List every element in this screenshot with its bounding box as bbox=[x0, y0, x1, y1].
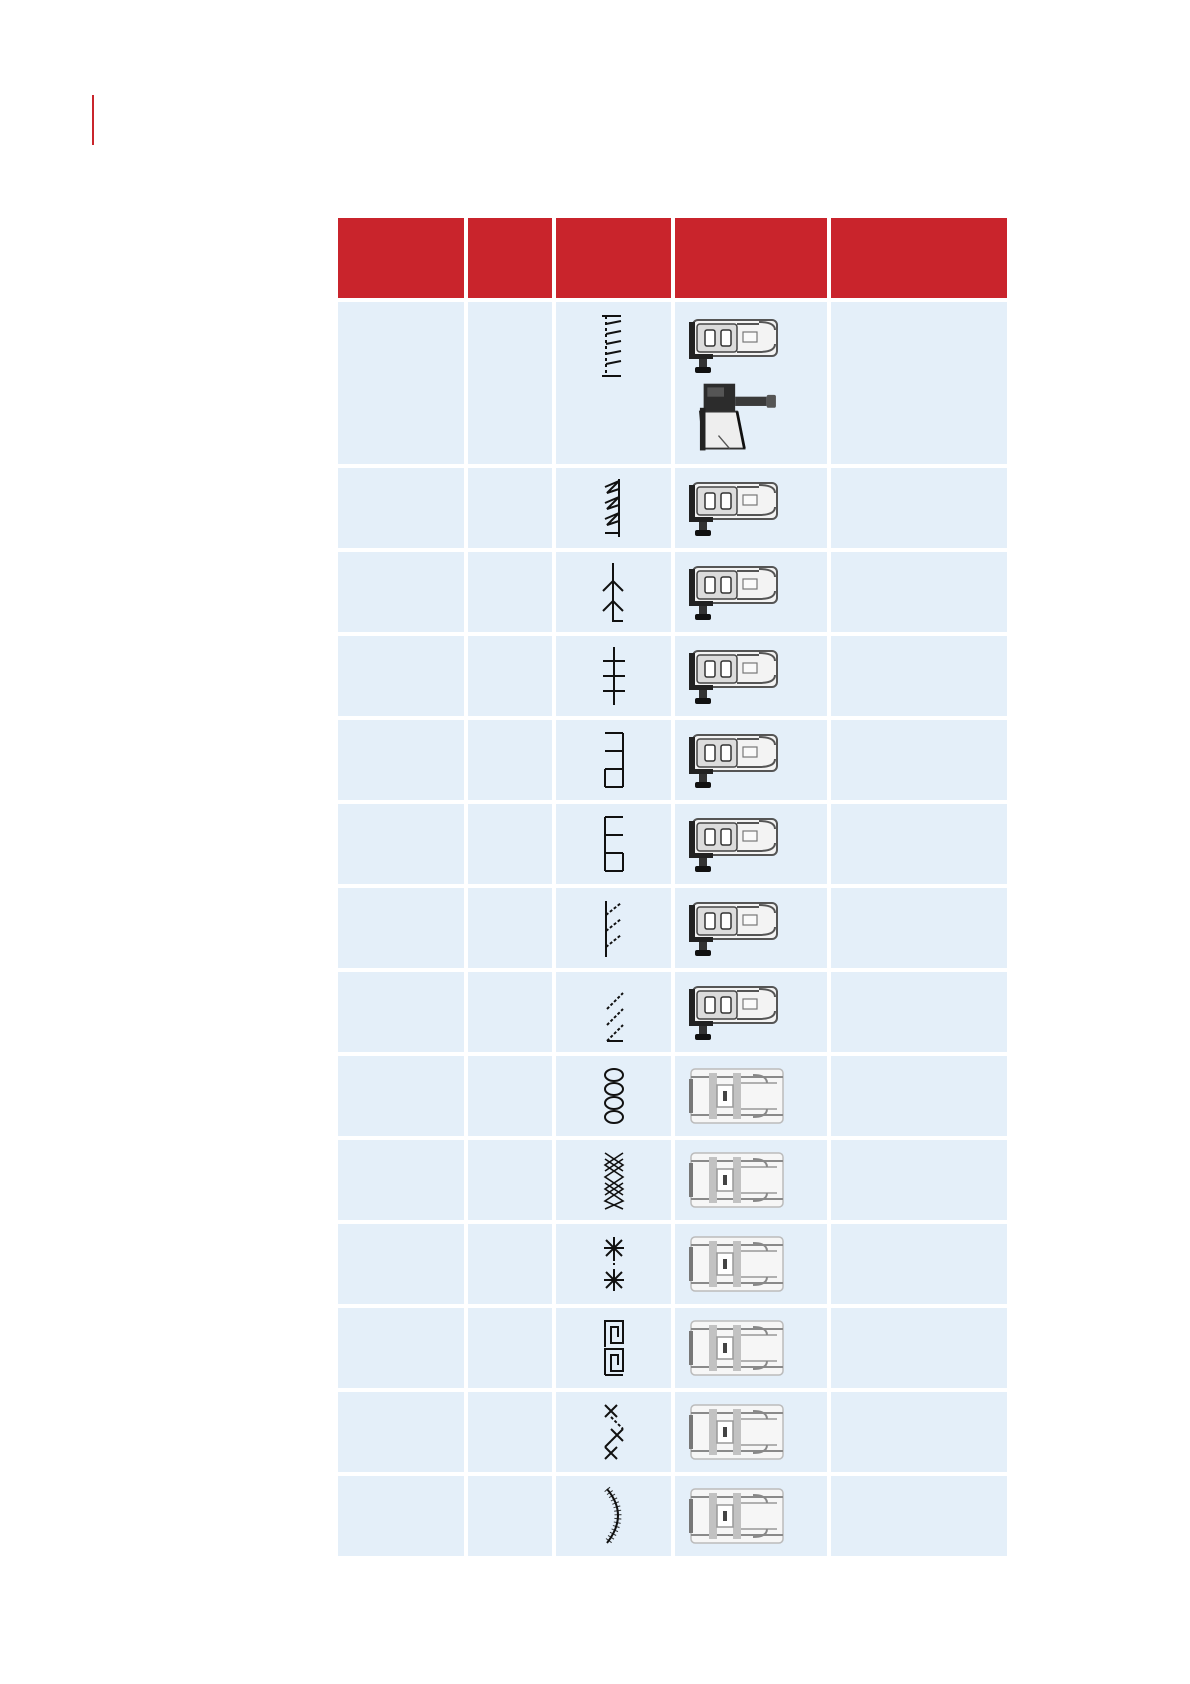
stitch-cell bbox=[556, 804, 671, 884]
table-cell bbox=[468, 1308, 552, 1388]
table-cell bbox=[338, 468, 464, 548]
blind-hem-foot-icon bbox=[687, 380, 787, 456]
header-cell bbox=[556, 218, 671, 298]
foot-cell bbox=[675, 888, 827, 968]
stitch-cell bbox=[556, 1056, 671, 1136]
table-cell bbox=[831, 552, 1007, 632]
table-header-row bbox=[338, 218, 1007, 298]
presser-foot-metal-icon bbox=[687, 645, 787, 707]
stitch-cell bbox=[556, 302, 671, 464]
foot-cell bbox=[675, 468, 827, 548]
table-cell bbox=[468, 804, 552, 884]
table-cell bbox=[338, 636, 464, 716]
table-cell bbox=[468, 552, 552, 632]
presser-foot-metal-icon bbox=[687, 981, 787, 1043]
table-row bbox=[338, 888, 1007, 968]
stitch-cell bbox=[556, 552, 671, 632]
table-cell bbox=[831, 1140, 1007, 1220]
table-row bbox=[338, 1140, 1007, 1220]
table-cell bbox=[831, 1476, 1007, 1556]
presser-foot-metal-icon bbox=[687, 897, 787, 959]
foot-cell bbox=[675, 552, 827, 632]
stitch-table bbox=[334, 214, 1011, 1560]
stitch-cell bbox=[556, 972, 671, 1052]
table-cell bbox=[831, 636, 1007, 716]
table-cell bbox=[468, 1224, 552, 1304]
table-cell bbox=[831, 972, 1007, 1052]
table-cell bbox=[468, 972, 552, 1052]
feather-stitch-icon bbox=[597, 561, 631, 623]
table-cell bbox=[831, 888, 1007, 968]
foot-cell bbox=[675, 720, 827, 800]
table-cell bbox=[338, 972, 464, 1052]
table-row bbox=[338, 1056, 1007, 1136]
cross-hatch-stitch-icon bbox=[597, 1149, 631, 1211]
foot-cell bbox=[675, 1224, 827, 1304]
table-row bbox=[338, 720, 1007, 800]
table-cell bbox=[831, 302, 1007, 464]
presser-foot-metal-icon bbox=[687, 729, 787, 791]
table-cell bbox=[338, 888, 464, 968]
stitch-cell bbox=[556, 888, 671, 968]
table-cell bbox=[831, 720, 1007, 800]
table-cell bbox=[831, 468, 1007, 548]
slant-right-stitch-icon bbox=[597, 981, 631, 1043]
header-cell bbox=[831, 218, 1007, 298]
presser-foot-clear-icon bbox=[687, 1401, 787, 1463]
table-row bbox=[338, 1224, 1007, 1304]
table-cell bbox=[468, 468, 552, 548]
table-cell bbox=[468, 1140, 552, 1220]
presser-foot-clear-icon bbox=[687, 1317, 787, 1379]
table-cell bbox=[468, 888, 552, 968]
stitch-cell bbox=[556, 1476, 671, 1556]
header-cell bbox=[338, 218, 464, 298]
blind-hem-stitch-icon bbox=[597, 312, 631, 378]
table-cell bbox=[831, 1224, 1007, 1304]
table-row bbox=[338, 1308, 1007, 1388]
presser-foot-metal-icon bbox=[687, 561, 787, 623]
table-cell bbox=[338, 552, 464, 632]
foot-cell bbox=[675, 972, 827, 1052]
stitch-cell bbox=[556, 1224, 671, 1304]
table-cell bbox=[338, 720, 464, 800]
slant-left-stitch-icon bbox=[597, 897, 631, 959]
table-cell bbox=[468, 636, 552, 716]
presser-foot-clear-icon bbox=[687, 1233, 787, 1295]
stitch-cell bbox=[556, 1308, 671, 1388]
cross-stitch-icon bbox=[597, 1401, 631, 1463]
table-row bbox=[338, 972, 1007, 1052]
foot-cell bbox=[675, 804, 827, 884]
foot-cell bbox=[675, 636, 827, 716]
stitch-cell bbox=[556, 1140, 671, 1220]
foot-cell bbox=[675, 1392, 827, 1472]
foot-cell bbox=[675, 1140, 827, 1220]
table-cell bbox=[338, 1056, 464, 1136]
bar-tack-left-stitch-icon bbox=[597, 729, 631, 791]
table-cell bbox=[831, 1056, 1007, 1136]
loop-stitch-icon bbox=[597, 1065, 631, 1127]
table-row bbox=[338, 302, 1007, 464]
table-row bbox=[338, 1476, 1007, 1556]
presser-foot-clear-icon bbox=[687, 1485, 787, 1547]
foot-cell bbox=[675, 1308, 827, 1388]
table-row bbox=[338, 468, 1007, 548]
table-cell bbox=[338, 1224, 464, 1304]
greek-key-stitch-icon bbox=[597, 1317, 631, 1379]
table-cell bbox=[831, 1392, 1007, 1472]
foot-cell bbox=[675, 1476, 827, 1556]
presser-foot-metal-icon bbox=[687, 813, 787, 875]
presser-foot-clear-icon bbox=[687, 1149, 787, 1211]
cross-bar-stitch-icon bbox=[597, 645, 631, 707]
foot-cell bbox=[675, 1056, 827, 1136]
table-cell bbox=[468, 720, 552, 800]
table-cell bbox=[468, 302, 552, 464]
table-row bbox=[338, 1392, 1007, 1472]
table-cell bbox=[338, 1308, 464, 1388]
presser-foot-metal-icon bbox=[687, 314, 787, 376]
margin-mark bbox=[92, 95, 94, 145]
bar-tack-right-stitch-icon bbox=[597, 813, 631, 875]
presser-foot-metal-icon bbox=[687, 477, 787, 539]
table-row bbox=[338, 636, 1007, 716]
stitch-cell bbox=[556, 1392, 671, 1472]
table-cell bbox=[468, 1392, 552, 1472]
stitch-cell bbox=[556, 636, 671, 716]
table-cell bbox=[338, 804, 464, 884]
table-cell bbox=[338, 1476, 464, 1556]
table-row bbox=[338, 552, 1007, 632]
table-cell bbox=[831, 1308, 1007, 1388]
header-cell bbox=[675, 218, 827, 298]
foot-cell bbox=[675, 302, 827, 464]
table-cell bbox=[831, 804, 1007, 884]
table-cell bbox=[468, 1476, 552, 1556]
stitch-cell bbox=[556, 720, 671, 800]
elastic-blind-hem-stitch-icon bbox=[597, 477, 631, 539]
table-row bbox=[338, 804, 1007, 884]
table-cell bbox=[338, 1392, 464, 1472]
table-cell bbox=[338, 1140, 464, 1220]
star-stitch-icon bbox=[597, 1233, 631, 1295]
scallop-stitch-icon bbox=[597, 1485, 631, 1547]
table-cell bbox=[468, 1056, 552, 1136]
stitch-cell bbox=[556, 468, 671, 548]
presser-foot-clear-icon bbox=[687, 1065, 787, 1127]
table-cell bbox=[338, 302, 464, 464]
header-cell bbox=[468, 218, 552, 298]
